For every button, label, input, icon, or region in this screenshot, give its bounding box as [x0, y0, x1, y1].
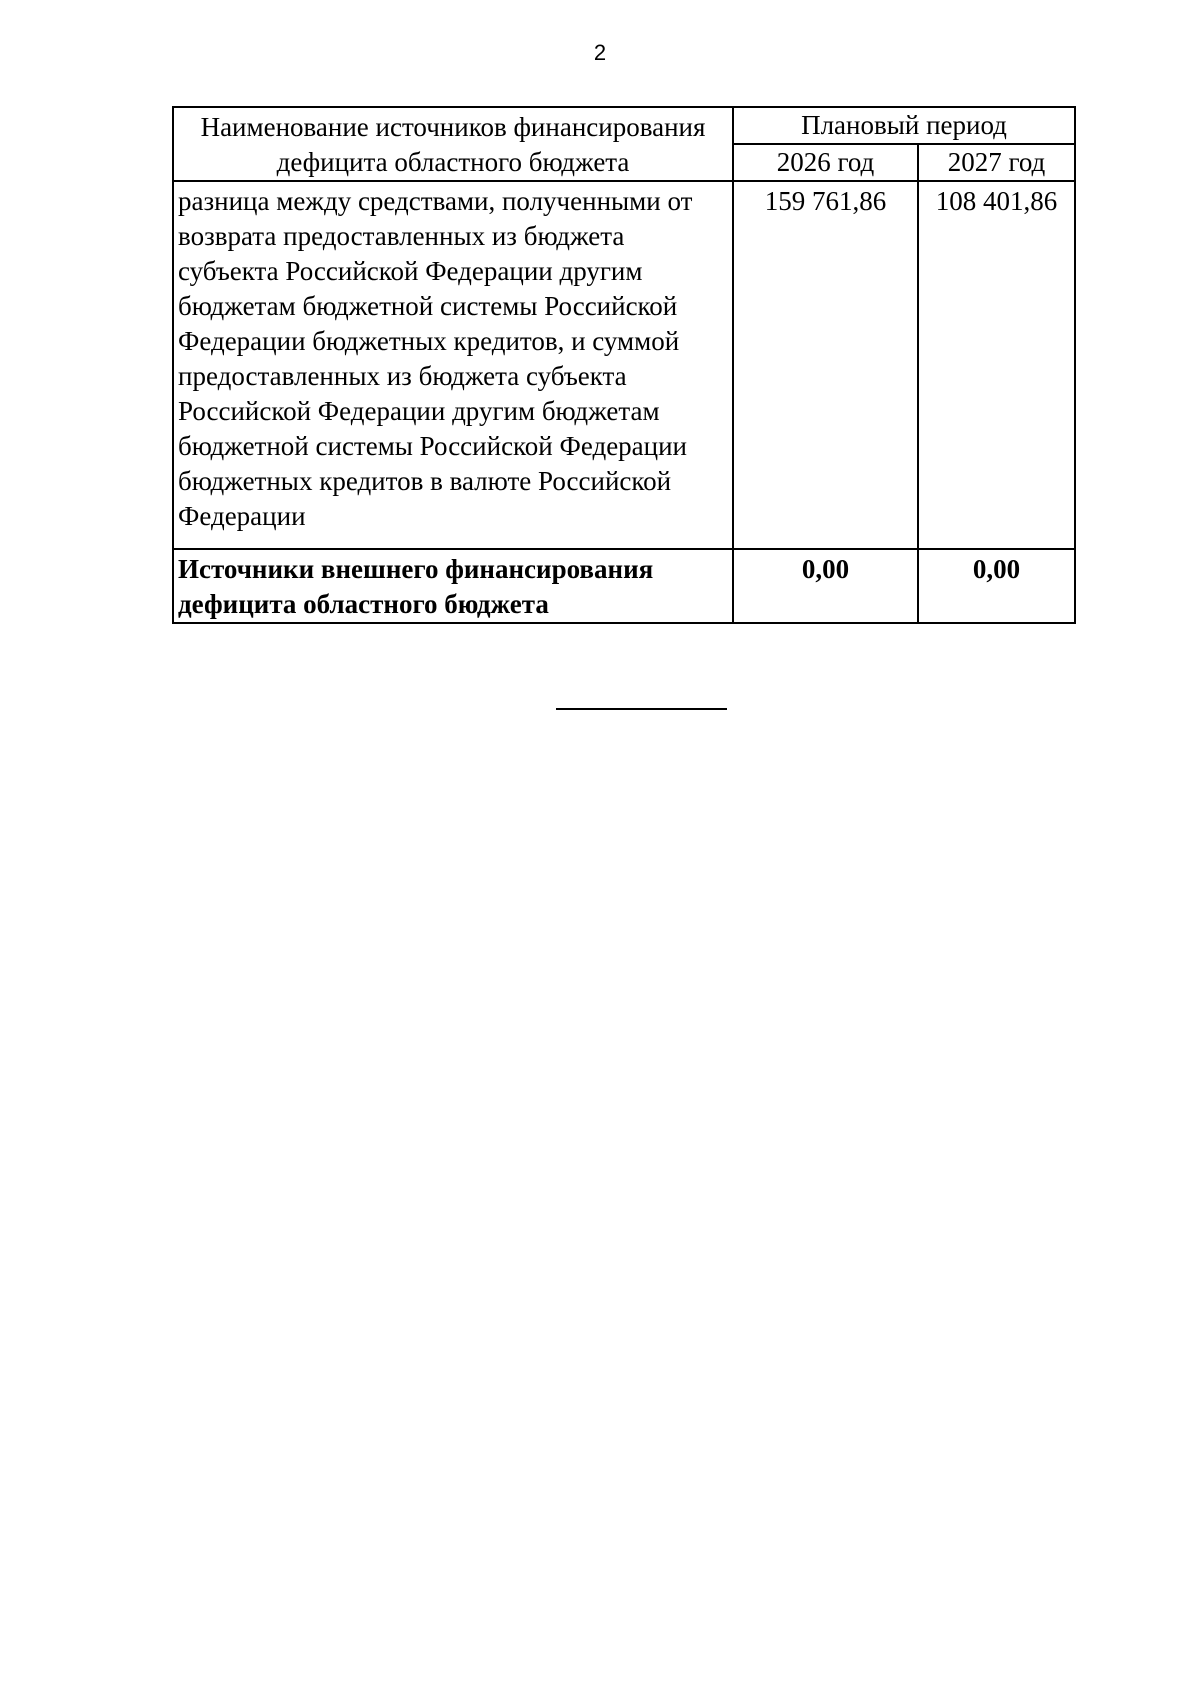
page-number: 2	[593, 40, 607, 65]
header-year-2026: 2026 год	[733, 144, 918, 181]
row-value-2027: 108 401,86	[918, 181, 1075, 549]
row-source-name: разница между средствами, полученными от возврата предоставленных из бюджета субъекта Российской Федерации другим бюджетам бюджетной системы Российской Федерации бюджетных кредитов, и суммой предоставленных из бюджета субъекта Российской Федерации другим бюджетам бюджетной системы Российской Федерации бюджетных кредитов в валюте Российской Федерации	[173, 181, 733, 549]
table-header-row	[173, 107, 1075, 144]
end-of-document-rule	[556, 708, 727, 710]
header-planning-period: Плановый период	[733, 107, 1075, 144]
row-value-2026: 0,00	[733, 549, 918, 623]
row-value-2026: 159 761,86	[733, 181, 918, 549]
financing-sources-table	[172, 106, 1076, 624]
header-year-2027: 2027 год	[918, 144, 1075, 181]
table-row-total	[173, 549, 1075, 623]
row-source-name: Источники внешнего финансирования дефицита областного бюджета	[173, 549, 733, 623]
header-source-name: Наименование источников финансирования дефицита областного бюджета	[173, 107, 733, 181]
row-value-2027: 0,00	[918, 549, 1075, 623]
table-row	[173, 181, 1075, 549]
